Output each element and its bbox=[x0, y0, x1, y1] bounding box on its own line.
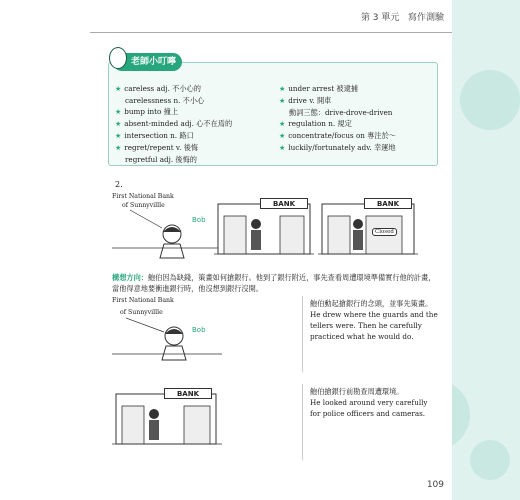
bank-name-note-2: of Sunnyvillle bbox=[120, 309, 163, 316]
tip-text: careless adj. 不小心的 bbox=[124, 84, 201, 93]
tip-item bbox=[279, 107, 439, 118]
tips-right-column bbox=[279, 83, 439, 154]
answer-text-2 bbox=[310, 386, 440, 419]
star-icon: ★ bbox=[115, 108, 122, 116]
idea-label: 構想方向： bbox=[112, 273, 148, 282]
star-icon: ★ bbox=[115, 144, 122, 152]
comic-panel-lookout-small bbox=[112, 384, 222, 460]
tips-left-column bbox=[115, 83, 275, 165]
closed-sign: Closed bbox=[372, 228, 397, 236]
tip-text: regretful adj. 後悔的 bbox=[125, 155, 197, 164]
tip-text: luckily/fortunately adv. 幸運地 bbox=[288, 143, 396, 152]
comic-panel-bank-closed bbox=[318, 192, 418, 266]
bob-label: Bob bbox=[192, 326, 206, 334]
tip-text: under arrest 被逮捕 bbox=[288, 84, 358, 93]
answer-text-1 bbox=[310, 298, 440, 342]
answer-en: He looked around very carefully for police officers and cameras. bbox=[310, 398, 428, 418]
answer-zh: 鮑伯搶銀行前勘查周遭環境。 bbox=[310, 387, 404, 396]
tip-text: absent-minded adj. 心不在焉的 bbox=[124, 119, 233, 128]
star-icon: ★ bbox=[115, 132, 122, 140]
bob-planning-illustration bbox=[112, 296, 222, 372]
answer-zh: 鮑伯動起搶銀行的念頭，並事先策畫。 bbox=[310, 299, 433, 308]
bank-sign: BANK bbox=[260, 198, 308, 209]
decorative-dot bbox=[460, 70, 520, 130]
bank-sign: BANK bbox=[364, 198, 412, 209]
star-icon: ★ bbox=[115, 85, 122, 93]
tip-item bbox=[279, 142, 439, 154]
star-icon: ★ bbox=[279, 120, 286, 128]
header-rule bbox=[90, 32, 452, 33]
comic-panel-bank-lookout bbox=[214, 192, 314, 266]
teacher-icon bbox=[109, 47, 127, 69]
unit-title: 寫作測驗 bbox=[407, 13, 444, 23]
tip-text: intersection n. 路口 bbox=[124, 131, 194, 140]
star-icon: ★ bbox=[279, 144, 286, 152]
bank-sign: BANK bbox=[164, 388, 212, 399]
tip-text: drive v. 開車 bbox=[288, 96, 332, 105]
tip-item bbox=[115, 106, 275, 118]
tip-item bbox=[115, 142, 275, 154]
tip-text: bump into 撞上 bbox=[124, 107, 179, 116]
bob-label: Bob bbox=[192, 216, 206, 224]
tip-text: regret/repent v. 後悔 bbox=[124, 143, 199, 152]
panel-divider bbox=[302, 296, 303, 372]
tip-text: concentrate/focus on 專注於～ bbox=[288, 131, 396, 140]
header-text bbox=[361, 10, 444, 23]
unit-label: 第 3 單元 bbox=[360, 13, 400, 23]
tips-badge bbox=[113, 53, 182, 71]
tip-item bbox=[279, 130, 439, 142]
bank-name-note-2: of Sunnyvillle bbox=[122, 202, 165, 209]
tip-item bbox=[115, 83, 275, 95]
tip-text: 動詞三態：drive-drove-driven bbox=[289, 108, 393, 117]
question-number: 2. bbox=[115, 180, 123, 189]
tip-item bbox=[115, 154, 275, 165]
answer-row-1 bbox=[112, 296, 442, 376]
bank-name-note: First National Bank bbox=[112, 193, 174, 200]
tip-item bbox=[115, 95, 275, 106]
answer-row-2 bbox=[112, 384, 442, 464]
star-icon: ★ bbox=[279, 97, 286, 105]
page-header bbox=[90, 10, 452, 26]
comic-panel-planning bbox=[112, 192, 222, 266]
idea-text: 鮑伯因為缺錢，策畫如何搶銀行。他到了銀行附近，事先查看周遭環境準備實行他的計畫，當他得意地要衝進銀行時，他沒想到銀行沒開。 bbox=[112, 273, 436, 293]
tip-text: regulation n. 規定 bbox=[288, 119, 352, 128]
tip-item bbox=[279, 95, 439, 107]
tip-item bbox=[115, 118, 275, 130]
page-number: 109 bbox=[426, 480, 444, 490]
book-page bbox=[90, 0, 452, 500]
star-icon: ★ bbox=[279, 85, 286, 93]
tip-text: carelessness n. 不小心 bbox=[125, 96, 205, 105]
tip-item bbox=[115, 130, 275, 142]
decorative-dot bbox=[470, 440, 510, 480]
answer-en: He drew where the guards and the tellers were. Then he carefully practiced what he would do. bbox=[310, 310, 438, 341]
teacher-tips-box bbox=[108, 57, 438, 166]
idea-direction bbox=[112, 272, 442, 294]
star-icon: ★ bbox=[115, 120, 122, 128]
panel-divider bbox=[302, 384, 303, 460]
bob-planning-illustration bbox=[112, 192, 222, 266]
tip-item bbox=[279, 83, 439, 95]
star-icon: ★ bbox=[279, 132, 286, 140]
tips-badge-label: 老師小叮嚀 bbox=[131, 57, 177, 67]
tip-item bbox=[279, 118, 439, 130]
bank-name-note: First National Bank bbox=[112, 297, 174, 304]
comic-panel-planning-small bbox=[112, 296, 222, 372]
